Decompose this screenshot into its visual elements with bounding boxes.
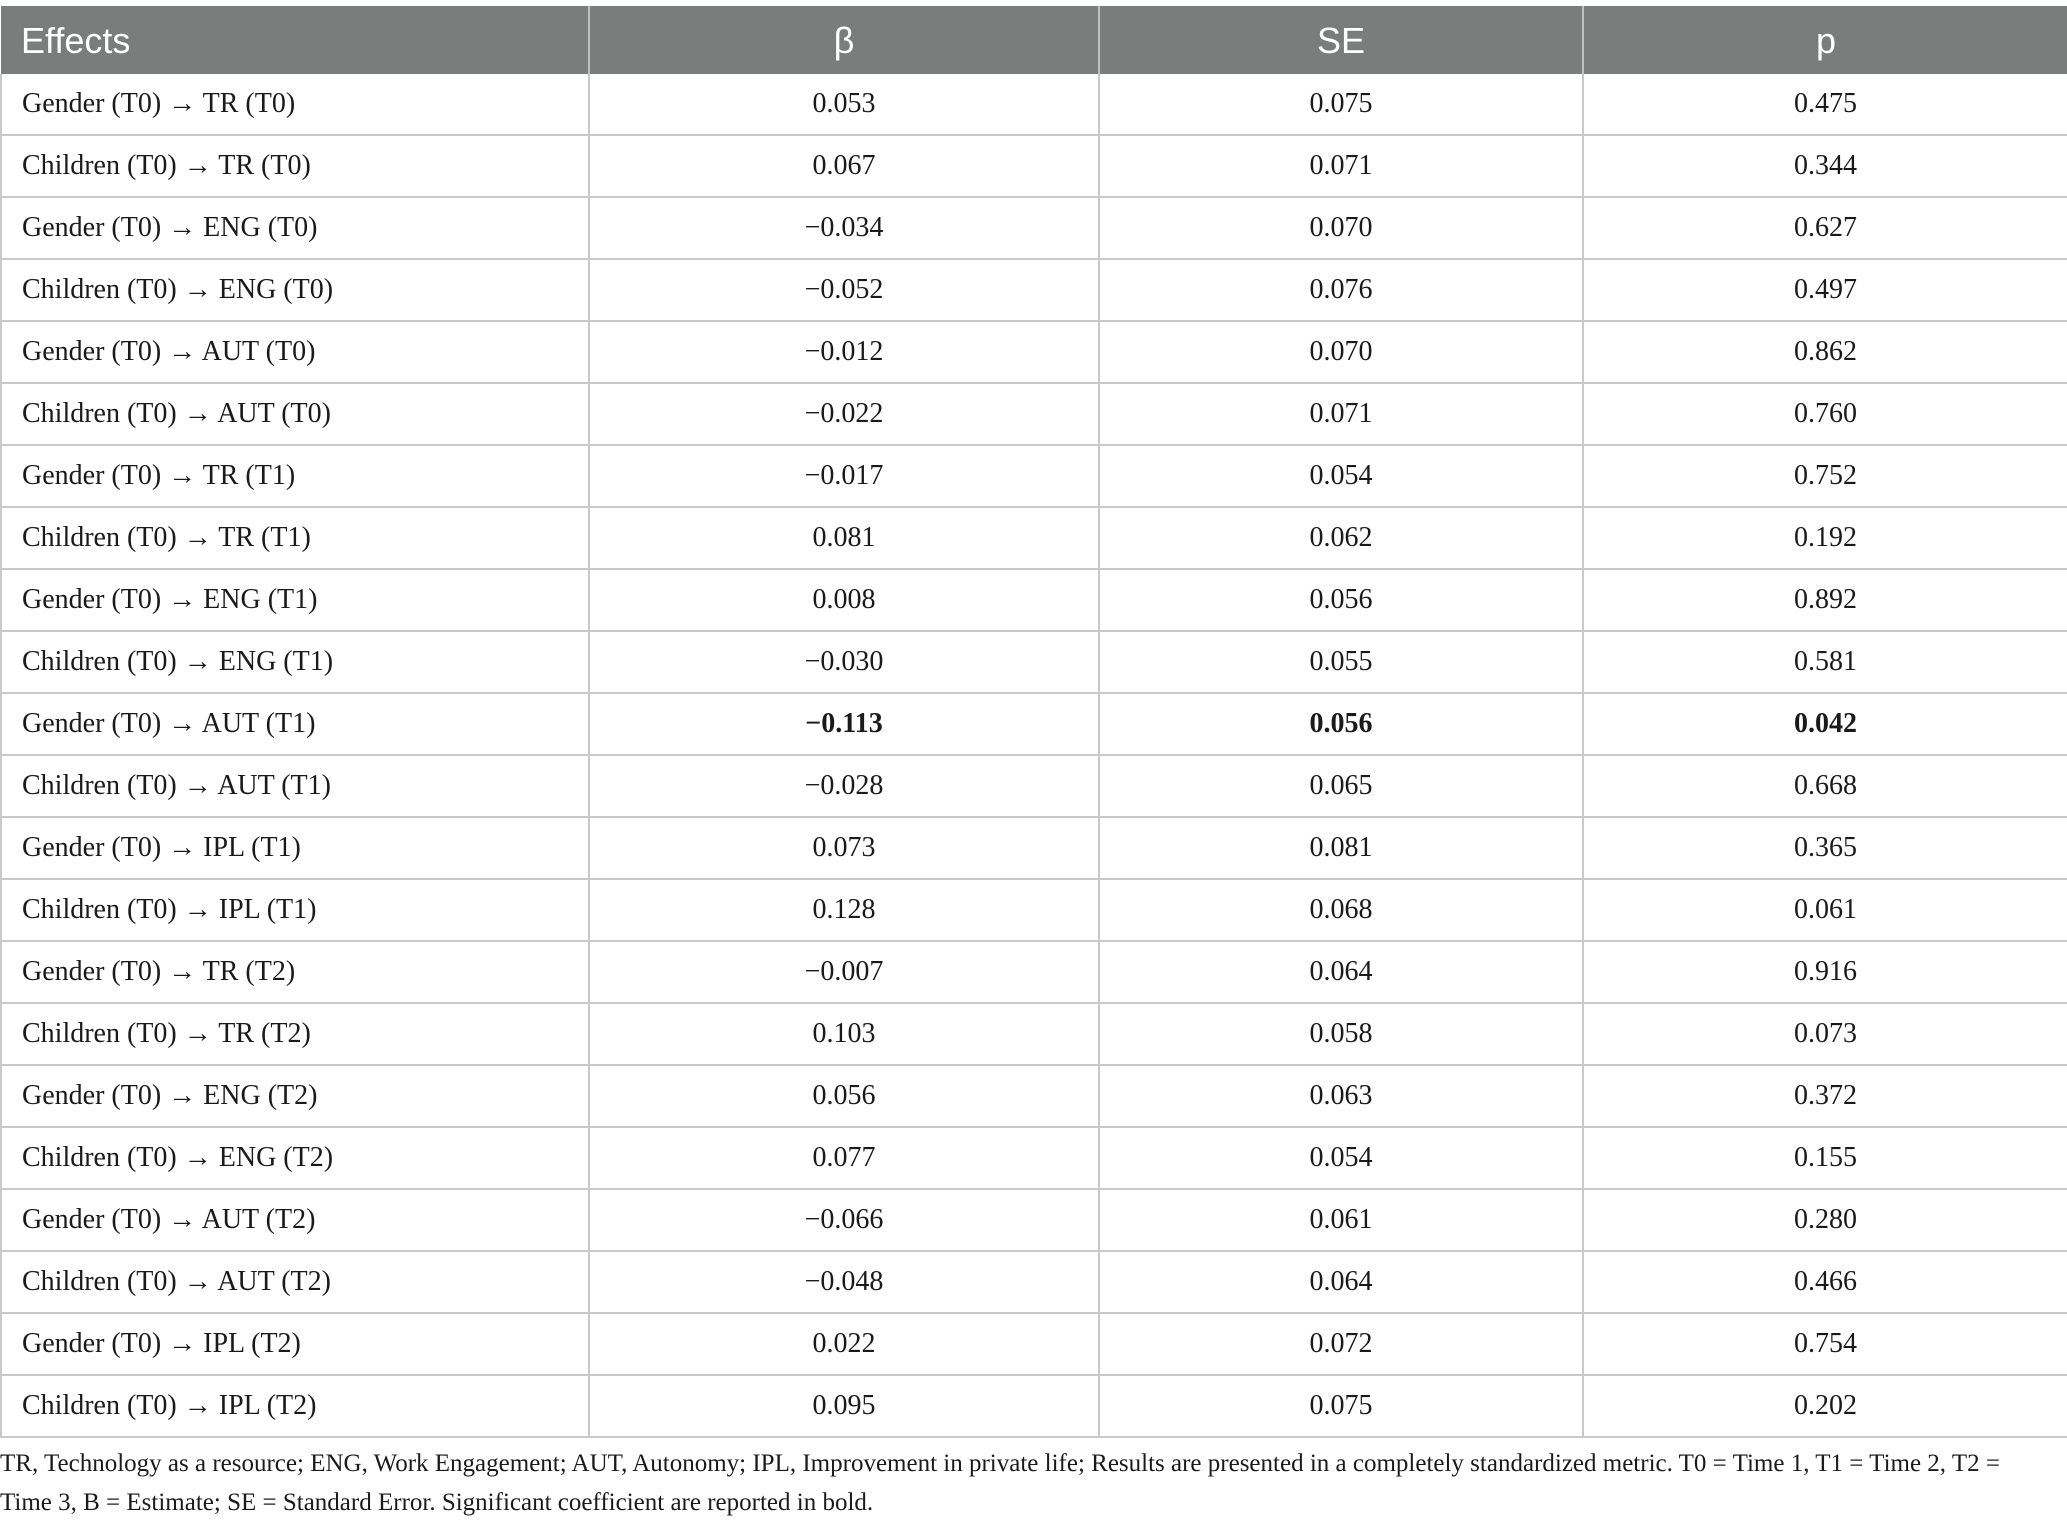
table-row bbox=[1, 1003, 2067, 1065]
cell-se: 0.055 bbox=[1099, 631, 1583, 693]
cell-se: 0.071 bbox=[1099, 383, 1583, 445]
cell-beta: −0.034 bbox=[589, 197, 1099, 259]
cell-se: 0.054 bbox=[1099, 445, 1583, 507]
cell-se: 0.070 bbox=[1099, 321, 1583, 383]
table-footnote: TR, Technology as a resource; ENG, Work Engagement; AUT, Autonomy; IPL, Improvement in private life; Results are presented in a completely standardized metric. T0 = Time 1, T1 = Time 2, T2 = Time 3, B = Estimate; SE = Standard Error. Significant coefficient are reported in bold. bbox=[0, 1450, 2000, 1516]
table-row bbox=[1, 507, 2067, 569]
cell-p: 0.668 bbox=[1583, 755, 2067, 817]
cell-beta: −0.066 bbox=[589, 1189, 1099, 1251]
header-p: p bbox=[1583, 7, 2067, 74]
cell-se: 0.054 bbox=[1099, 1127, 1583, 1189]
cell-effect: Gender (T0) → ENG (T1) bbox=[1, 569, 589, 631]
cell-effect: Gender (T0) → AUT (T1) bbox=[1, 693, 589, 755]
cell-effect: Children (T0) → AUT (T0) bbox=[1, 383, 589, 445]
cell-p: 0.202 bbox=[1583, 1375, 2067, 1437]
table-row bbox=[1, 817, 2067, 879]
cell-beta: 0.128 bbox=[589, 879, 1099, 941]
cell-se: 0.070 bbox=[1099, 197, 1583, 259]
header-beta: β bbox=[589, 7, 1099, 74]
cell-se: 0.064 bbox=[1099, 1251, 1583, 1313]
table-row bbox=[1, 259, 2067, 321]
cell-se: 0.075 bbox=[1099, 1375, 1583, 1437]
cell-effect: Children (T0) → ENG (T1) bbox=[1, 631, 589, 693]
table-row bbox=[1, 693, 2067, 755]
cell-p: 0.627 bbox=[1583, 197, 2067, 259]
cell-p: 0.754 bbox=[1583, 1313, 2067, 1375]
cell-se: 0.065 bbox=[1099, 755, 1583, 817]
table-row bbox=[1, 445, 2067, 507]
cell-p: 0.372 bbox=[1583, 1065, 2067, 1127]
cell-beta: 0.022 bbox=[589, 1313, 1099, 1375]
cell-beta: 0.103 bbox=[589, 1003, 1099, 1065]
cell-p: 0.466 bbox=[1583, 1251, 2067, 1313]
cell-se: 0.062 bbox=[1099, 507, 1583, 569]
cell-se: 0.061 bbox=[1099, 1189, 1583, 1251]
cell-p: 0.497 bbox=[1583, 259, 2067, 321]
cell-p: 0.581 bbox=[1583, 631, 2067, 693]
cell-beta: 0.067 bbox=[589, 135, 1099, 197]
cell-effect: Gender (T0) → TR (T2) bbox=[1, 941, 589, 1003]
cell-effect: Gender (T0) → ENG (T2) bbox=[1, 1065, 589, 1127]
table-row bbox=[1, 74, 2067, 135]
cell-effect: Children (T0) → TR (T2) bbox=[1, 1003, 589, 1065]
table-row bbox=[1, 755, 2067, 817]
cell-effect: Children (T0) → IPL (T2) bbox=[1, 1375, 589, 1437]
cell-effect: Children (T0) → ENG (T2) bbox=[1, 1127, 589, 1189]
cell-beta: −0.030 bbox=[589, 631, 1099, 693]
cell-effect: Children (T0) → IPL (T1) bbox=[1, 879, 589, 941]
cell-p: 0.155 bbox=[1583, 1127, 2067, 1189]
cell-beta: −0.017 bbox=[589, 445, 1099, 507]
cell-p: 0.892 bbox=[1583, 569, 2067, 631]
table-row bbox=[1, 1189, 2067, 1251]
cell-beta: 0.053 bbox=[589, 74, 1099, 135]
table-row bbox=[1, 197, 2067, 259]
table-row bbox=[1, 569, 2067, 631]
table-row bbox=[1, 631, 2067, 693]
cell-p: 0.073 bbox=[1583, 1003, 2067, 1065]
cell-p: 0.061 bbox=[1583, 879, 2067, 941]
cell-effect: Children (T0) → TR (T1) bbox=[1, 507, 589, 569]
cell-effect: Children (T0) → TR (T0) bbox=[1, 135, 589, 197]
cell-beta: 0.077 bbox=[589, 1127, 1099, 1189]
cell-se: 0.064 bbox=[1099, 941, 1583, 1003]
cell-se: 0.076 bbox=[1099, 259, 1583, 321]
cell-beta: −0.113 bbox=[589, 693, 1099, 755]
cell-beta: 0.073 bbox=[589, 817, 1099, 879]
cell-se: 0.075 bbox=[1099, 74, 1583, 135]
cell-effect: Gender (T0) → IPL (T2) bbox=[1, 1313, 589, 1375]
header-row bbox=[1, 7, 2067, 74]
cell-se: 0.058 bbox=[1099, 1003, 1583, 1065]
cell-beta: −0.007 bbox=[589, 941, 1099, 1003]
cell-beta: 0.081 bbox=[589, 507, 1099, 569]
cell-se: 0.056 bbox=[1099, 693, 1583, 755]
cell-beta: 0.008 bbox=[589, 569, 1099, 631]
results-table-container bbox=[0, 6, 2067, 1438]
table-row bbox=[1, 1375, 2067, 1437]
table-row bbox=[1, 135, 2067, 197]
cell-p: 0.344 bbox=[1583, 135, 2067, 197]
table-row bbox=[1, 879, 2067, 941]
table-row bbox=[1, 1065, 2067, 1127]
cell-effect: Gender (T0) → IPL (T1) bbox=[1, 817, 589, 879]
cell-effect: Children (T0) → AUT (T1) bbox=[1, 755, 589, 817]
effects-table bbox=[0, 6, 2067, 1438]
table-body bbox=[1, 74, 2067, 1437]
table-row bbox=[1, 383, 2067, 445]
table-row bbox=[1, 1313, 2067, 1375]
cell-effect: Children (T0) → AUT (T2) bbox=[1, 1251, 589, 1313]
cell-effect: Gender (T0) → TR (T1) bbox=[1, 445, 589, 507]
cell-beta: −0.048 bbox=[589, 1251, 1099, 1313]
cell-p: 0.192 bbox=[1583, 507, 2067, 569]
cell-beta: −0.022 bbox=[589, 383, 1099, 445]
table-row bbox=[1, 941, 2067, 1003]
cell-se: 0.081 bbox=[1099, 817, 1583, 879]
cell-se: 0.068 bbox=[1099, 879, 1583, 941]
cell-beta: −0.052 bbox=[589, 259, 1099, 321]
table-row bbox=[1, 321, 2067, 383]
header-effects: Effects bbox=[1, 7, 589, 74]
cell-effect: Gender (T0) → ENG (T0) bbox=[1, 197, 589, 259]
cell-effect: Gender (T0) → AUT (T2) bbox=[1, 1189, 589, 1251]
table-row bbox=[1, 1127, 2067, 1189]
cell-effect: Gender (T0) → AUT (T0) bbox=[1, 321, 589, 383]
cell-se: 0.071 bbox=[1099, 135, 1583, 197]
cell-p: 0.862 bbox=[1583, 321, 2067, 383]
cell-p: 0.916 bbox=[1583, 941, 2067, 1003]
cell-se: 0.056 bbox=[1099, 569, 1583, 631]
cell-p: 0.475 bbox=[1583, 74, 2067, 135]
cell-effect: Gender (T0) → TR (T0) bbox=[1, 74, 589, 135]
cell-beta: 0.095 bbox=[589, 1375, 1099, 1437]
table-row bbox=[1, 1251, 2067, 1313]
cell-p: 0.752 bbox=[1583, 445, 2067, 507]
cell-beta: −0.028 bbox=[589, 755, 1099, 817]
cell-p: 0.365 bbox=[1583, 817, 2067, 879]
cell-se: 0.063 bbox=[1099, 1065, 1583, 1127]
cell-beta: −0.012 bbox=[589, 321, 1099, 383]
cell-p: 0.760 bbox=[1583, 383, 2067, 445]
cell-effect: Children (T0) → ENG (T0) bbox=[1, 259, 589, 321]
cell-se: 0.072 bbox=[1099, 1313, 1583, 1375]
table-header bbox=[1, 7, 2067, 74]
cell-p: 0.280 bbox=[1583, 1189, 2067, 1251]
cell-p: 0.042 bbox=[1583, 693, 2067, 755]
cell-beta: 0.056 bbox=[589, 1065, 1099, 1127]
header-se: SE bbox=[1099, 7, 1583, 74]
